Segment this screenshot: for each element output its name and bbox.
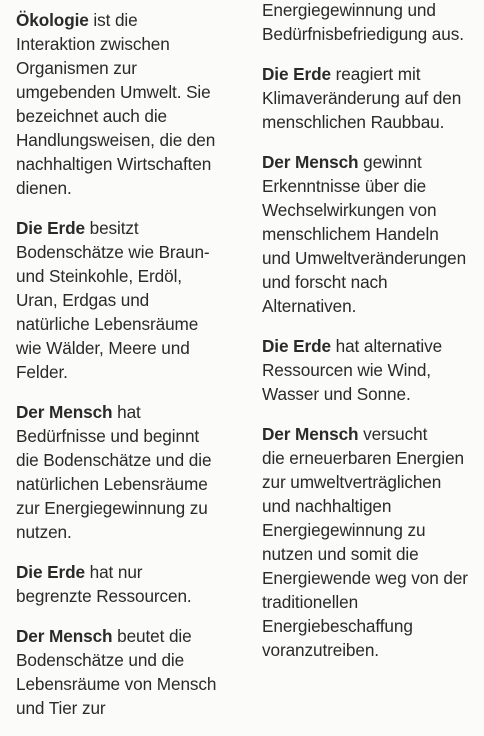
line-text: Energiewende weg von der <box>262 568 468 588</box>
text-line <box>262 174 480 198</box>
text-line <box>16 264 238 288</box>
line-text: dienen. <box>16 178 72 198</box>
paragraph <box>16 624 238 720</box>
line-text: Wasser und Sonne. <box>262 384 411 404</box>
line-text: Ressourcen wie Wind, <box>262 360 431 380</box>
line-text: natürlichen Lebensräume <box>16 474 208 494</box>
line-text: ist die <box>88 10 138 30</box>
text-line <box>16 496 238 520</box>
paragraph-lead: Der Mensch <box>262 424 359 444</box>
text-line <box>262 270 480 294</box>
paragraph <box>16 560 238 608</box>
text-line <box>16 32 238 56</box>
text-line <box>262 150 480 174</box>
text-line <box>262 86 480 110</box>
line-text: zur Energiegewinnung zu <box>16 498 208 518</box>
line-text: die erneuerbaren Energien <box>262 448 464 468</box>
paragraph <box>262 62 480 134</box>
line-text: Klimaveränderung auf den <box>262 88 462 108</box>
text-line <box>16 672 238 696</box>
text-line <box>16 240 238 264</box>
line-text: Energiebeschaffung <box>262 616 413 636</box>
line-text: Bedürfnisbefriedigung aus. <box>262 24 464 44</box>
text-line <box>262 0 480 22</box>
line-text: begrenzte Ressourcen. <box>16 586 192 606</box>
paragraph <box>16 216 238 384</box>
paragraph-lead: Die Erde <box>16 562 85 582</box>
text-line <box>16 624 238 648</box>
text-line <box>262 614 480 638</box>
line-text: gewinnt <box>358 152 422 172</box>
text-line <box>262 294 480 318</box>
paragraph-lead: Die Erde <box>262 64 331 84</box>
line-text: besitzt <box>84 218 139 238</box>
text-line <box>16 152 238 176</box>
text-line <box>262 62 480 86</box>
paragraph <box>262 0 480 46</box>
paragraph-lead: Der Mensch <box>262 152 359 172</box>
paragraph-lead: Die Erde <box>16 218 85 238</box>
text-line <box>262 110 480 134</box>
text-line <box>262 494 480 518</box>
text-line <box>16 520 238 544</box>
paragraph <box>16 400 238 544</box>
line-text: Bodenschätze wie Braun- <box>16 242 210 262</box>
paragraph <box>16 8 238 200</box>
text-line <box>262 638 480 662</box>
line-text: versucht <box>358 424 428 444</box>
text-line <box>262 22 480 46</box>
line-text: nutzen. <box>16 522 72 542</box>
line-text: hat alternative <box>330 336 443 356</box>
line-text: und Tier zur <box>16 698 106 718</box>
text-line <box>262 222 480 246</box>
line-text: bezeichnet auch die <box>16 106 167 126</box>
line-text: menschlichem Handeln <box>262 224 439 244</box>
paragraph-lead: Die Erde <box>262 336 331 356</box>
text-line <box>16 360 238 384</box>
right-column <box>262 0 480 678</box>
text-line <box>16 8 238 32</box>
text-line <box>262 358 480 382</box>
paragraph-lead: Der Mensch <box>16 626 113 646</box>
line-text: menschlichen Raubbau. <box>262 112 445 132</box>
line-text: und Umweltveränderungen <box>262 248 467 268</box>
line-text: hat <box>112 402 141 422</box>
text-line <box>262 198 480 222</box>
text-line <box>16 424 238 448</box>
text-line <box>262 246 480 270</box>
text-line <box>16 472 238 496</box>
text-line <box>16 288 238 312</box>
line-text: nutzen und somit die <box>262 544 419 564</box>
text-line <box>262 566 480 590</box>
text-line <box>262 422 480 446</box>
paragraph-lead: Der Mensch <box>16 402 113 422</box>
line-text: zur umweltverträglichen <box>262 472 442 492</box>
line-text: Bedürfnisse und beginnt <box>16 426 200 446</box>
text-line <box>16 448 238 472</box>
paragraph-lead: Ökologie <box>16 10 89 30</box>
paragraph <box>262 422 480 662</box>
text-line <box>16 336 238 360</box>
line-text: und forscht nach <box>262 272 388 292</box>
line-text: Uran, Erdgas und <box>16 290 150 310</box>
text-line <box>16 312 238 336</box>
text-line <box>16 400 238 424</box>
paragraph <box>262 150 480 318</box>
line-text: Energiegewinnung zu <box>262 520 426 540</box>
line-text: die Bodenschätze und die <box>16 450 212 470</box>
text-line <box>16 584 238 608</box>
line-text: reagiert mit <box>330 64 421 84</box>
text-line <box>16 176 238 200</box>
text-line <box>262 470 480 494</box>
text-line <box>16 560 238 584</box>
paragraph <box>262 334 480 406</box>
line-text: wie Wälder, Meere und <box>16 338 190 358</box>
line-text: Interaktion zwischen <box>16 34 170 54</box>
text-line <box>16 104 238 128</box>
line-text: Energiegewinnung und <box>262 0 436 20</box>
text-line <box>262 590 480 614</box>
line-text: beutet die <box>112 626 192 646</box>
line-text: Felder. <box>16 362 68 382</box>
line-text: Bodenschätze und die <box>16 650 185 670</box>
line-text: und Steinkohle, Erdöl, <box>16 266 182 286</box>
line-text: Lebensräume von Mensch <box>16 674 217 694</box>
line-text: Organismen zur <box>16 58 137 78</box>
text-line <box>262 382 480 406</box>
line-text: traditionellen <box>262 592 359 612</box>
text-line <box>262 542 480 566</box>
text-line <box>16 56 238 80</box>
line-text: umgebenden Umwelt. Sie <box>16 82 211 102</box>
line-text: Wechselwirkungen von <box>262 200 437 220</box>
line-text: nachhaltigen Wirtschaften <box>16 154 212 174</box>
text-line <box>16 648 238 672</box>
text-line <box>16 216 238 240</box>
line-text: Alternativen. <box>262 296 357 316</box>
text-line <box>16 128 238 152</box>
line-text: Handlungsweisen, die den <box>16 130 216 150</box>
text-line <box>262 334 480 358</box>
line-text: natürliche Lebensräume <box>16 314 199 334</box>
left-column <box>16 8 238 736</box>
line-text: voranzutreiben. <box>262 640 379 660</box>
line-text: Erkenntnisse über die <box>262 176 427 196</box>
line-text: hat nur <box>84 562 143 582</box>
text-line <box>262 518 480 542</box>
text-line <box>16 80 238 104</box>
line-text: und nachhaltigen <box>262 496 392 516</box>
text-line <box>262 446 480 470</box>
